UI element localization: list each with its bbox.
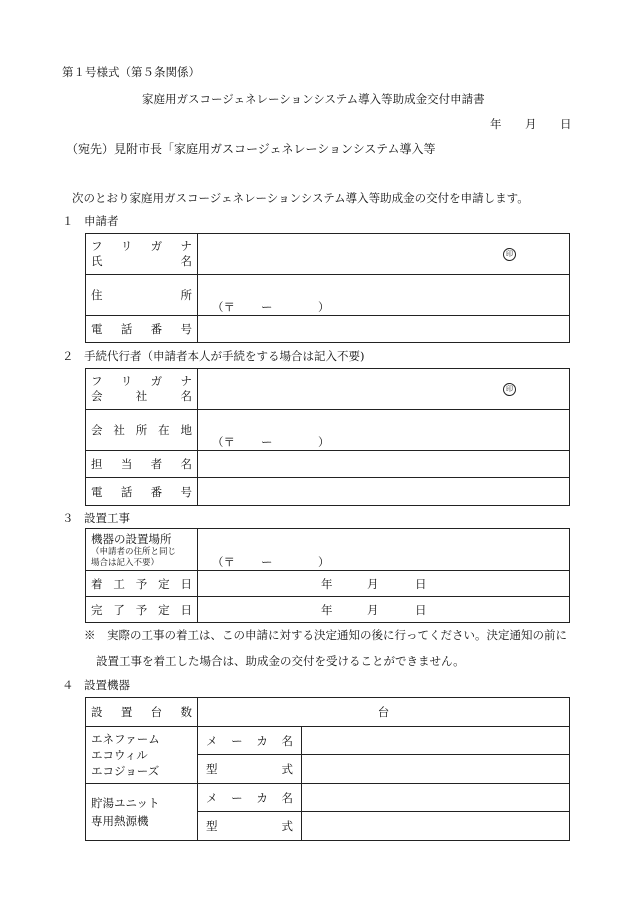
- group1-model-field[interactable]: [302, 755, 570, 784]
- section-number: １: [62, 214, 74, 228]
- install-count-field[interactable]: 台: [198, 698, 570, 727]
- end-date-field[interactable]: 年 月 日: [198, 597, 570, 623]
- addressee: （宛先）見附市長「家庭用ガスコージェネレーションシステム導入等: [66, 142, 436, 156]
- equipment-group1-label: エネファーム エコウィル エコジョーズ: [86, 727, 198, 784]
- start-date-label: 着 工 予 定 日: [86, 571, 198, 597]
- section-3-heading: [62, 510, 130, 526]
- agent-phone-field[interactable]: [198, 478, 570, 506]
- equipment-group2-label: 貯湯ユニット 専用熱源機: [86, 784, 198, 841]
- section-title: 手続代行者（申請者本人が手続をする場合は記入不要): [84, 349, 365, 363]
- install-count-label: 設 置 台 数: [86, 698, 198, 727]
- date-month-label: 月: [525, 117, 537, 131]
- applicant-phone-field[interactable]: [198, 316, 570, 343]
- agent-address-label: 会 社 所 在 地: [86, 410, 198, 451]
- intro-text: 次のとおり家庭用ガスコージェネレーションシステム導入等助成金の交付を申請します。: [72, 191, 529, 205]
- section-2-heading: [62, 348, 364, 364]
- section-4-heading: [62, 677, 130, 693]
- construction-note-line2: 設置工事を着工した場合は、助成金の交付を受けることができません。: [96, 654, 465, 668]
- section-number: ２: [62, 349, 74, 363]
- group2-maker-field[interactable]: [302, 784, 570, 812]
- group1-maker-field[interactable]: [302, 727, 570, 755]
- applicant-phone-label: 電 話 番 号: [86, 316, 198, 343]
- group1-model-label: 型 式: [198, 755, 302, 784]
- agent-company-field[interactable]: [198, 369, 570, 410]
- agent-person-field[interactable]: [198, 451, 570, 478]
- section-number: ４: [62, 678, 74, 692]
- end-date-label: 完 了 予 定 日: [86, 597, 198, 623]
- section-title: 設置工事: [84, 511, 130, 525]
- group2-maker-label: メ ー カ 名: [198, 784, 302, 812]
- form-number: 第１号様式（第５条関係）: [62, 65, 200, 79]
- agent-table: [85, 368, 570, 506]
- date-year-label: 年: [490, 117, 502, 131]
- seal-mark-icon: 印: [503, 383, 516, 396]
- construction-note-line1: ※ 実際の工事の着工は、この申請に対する決定通知の後に行ってください。決定通知の前に: [84, 628, 567, 642]
- group1-maker-label: メ ー カ 名: [198, 727, 302, 755]
- agent-company-label: フ リ ガ ナ 会 社 名: [86, 369, 198, 410]
- applicant-address-label: 住 所: [86, 275, 198, 316]
- date-day-label: 日: [560, 117, 572, 131]
- installation-table: [85, 528, 570, 623]
- installation-location-field[interactable]: （〒 ー ）: [198, 529, 570, 571]
- section-title: 申請者: [84, 214, 119, 228]
- agent-phone-label: 電 話 番 号: [86, 478, 198, 506]
- seal-mark-icon: 印: [503, 248, 516, 261]
- applicant-table: [85, 233, 570, 343]
- agent-person-label: 担 当 者 名: [86, 451, 198, 478]
- group2-model-label: 型 式: [198, 812, 302, 841]
- section-number: ３: [62, 511, 74, 525]
- installation-location-label: 機器の設置場所 （申請者の住所と同じ 場合は記入不要）: [86, 529, 198, 571]
- agent-address-field[interactable]: （〒 ー ）: [198, 410, 570, 451]
- form-title: 家庭用ガスコージェネレーションシステム導入等助成金交付申請書: [142, 92, 485, 106]
- applicant-name-field[interactable]: [198, 234, 570, 275]
- section-title: 設置機器: [84, 678, 130, 692]
- equipment-table: [85, 697, 570, 841]
- applicant-name-label: フ リ ガ ナ 氏 名: [86, 234, 198, 275]
- applicant-address-field[interactable]: （〒 ー ）: [198, 275, 570, 316]
- section-1-heading: [62, 213, 119, 229]
- start-date-field[interactable]: 年 月 日: [198, 571, 570, 597]
- group2-model-field[interactable]: [302, 812, 570, 841]
